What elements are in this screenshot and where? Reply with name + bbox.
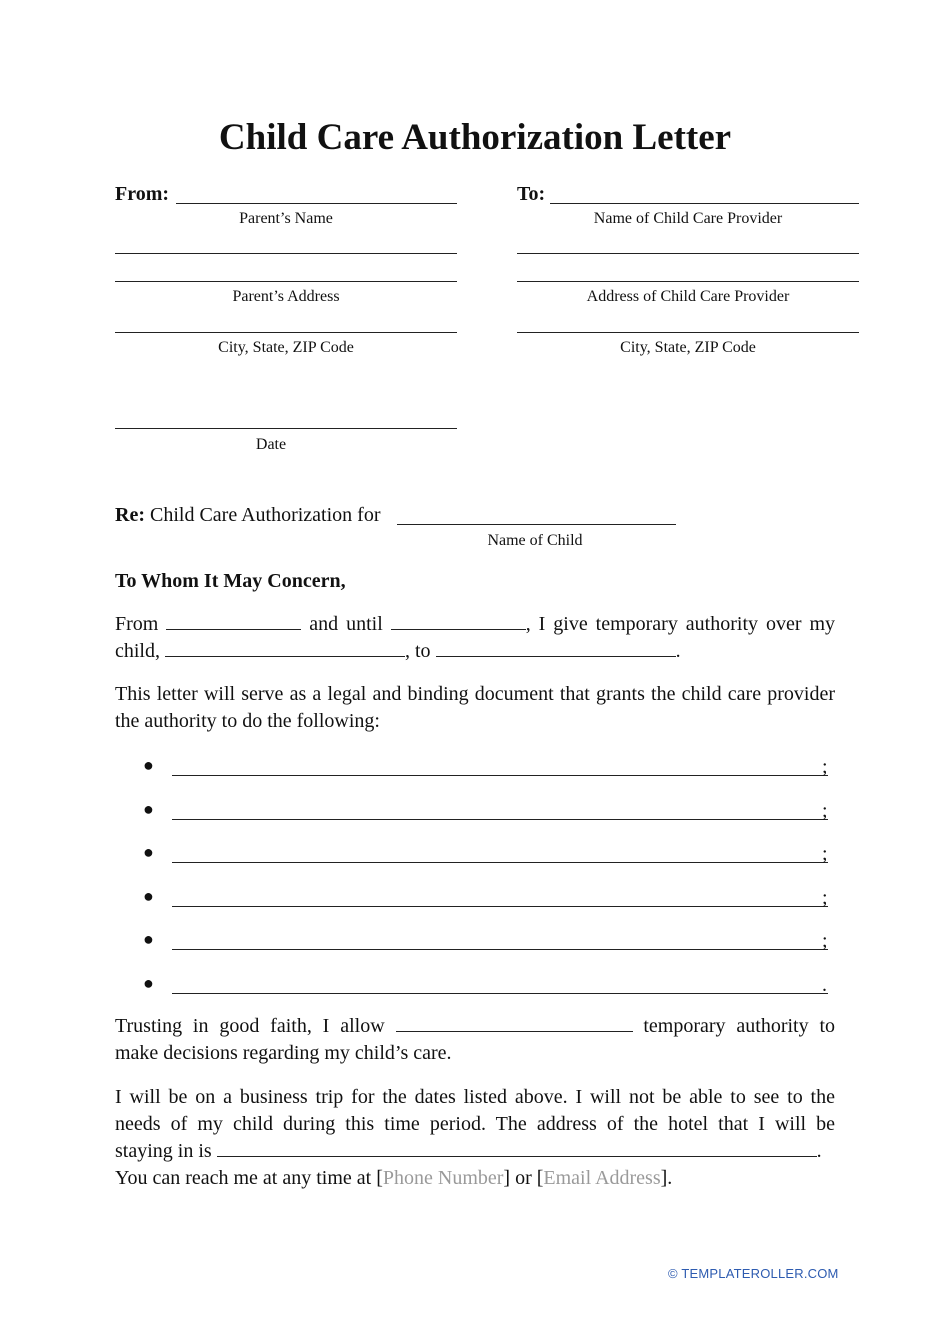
bullet-1-field[interactable] [172, 775, 828, 776]
contact-lead: You can reach me at any time at [ [115, 1167, 383, 1189]
bullet-6-marker: ● [143, 973, 154, 993]
parent-address-line-2[interactable] [115, 281, 457, 282]
to-label: To: [517, 183, 546, 205]
bullet-2-field[interactable] [172, 819, 828, 820]
date-caption: Date [255, 436, 287, 453]
email-address-placeholder[interactable]: Email Address [543, 1167, 661, 1189]
child-name-caption: Name of Child [487, 532, 583, 549]
paragraph-end: . [675, 640, 681, 662]
authority-paragraph-line-1 [115, 611, 835, 638]
parent-name-field[interactable] [176, 203, 457, 204]
contact-end: ]. [660, 1167, 673, 1189]
end-date-field[interactable] [391, 611, 526, 630]
re-label: Re: [115, 504, 145, 526]
re-line [115, 503, 381, 527]
contact-line [115, 1165, 835, 1192]
provider-address-line-2[interactable] [517, 281, 859, 282]
trip-paragraph-line-1: I will be on a business trip for the dates listed above. I will not be able to see to the [115, 1086, 835, 1108]
contact-mid: ] or [ [503, 1167, 544, 1189]
bullet-5-field[interactable] [172, 949, 828, 950]
to-word: , to [405, 640, 431, 662]
bullet-3-field[interactable] [172, 862, 828, 863]
footer-link[interactable]: © TEMPLATEROLLER.COM [668, 1266, 839, 1281]
bullet-2-marker: ● [143, 799, 154, 819]
hotel-lead: staying in is [115, 1140, 212, 1162]
authority-text: , I give temporary authority over my [525, 613, 835, 635]
provider-city-caption: City, State, ZIP Code [620, 339, 756, 356]
authority-paragraph-line-2 [115, 638, 835, 665]
bullet-3-ending: ; [822, 843, 828, 865]
hotel-address-field[interactable] [217, 1138, 817, 1157]
from-label: From: [115, 183, 170, 205]
from-word: From [115, 613, 159, 635]
date-field[interactable] [115, 428, 457, 429]
trip-paragraph-line-3 [115, 1138, 835, 1165]
provider-field[interactable] [436, 638, 676, 657]
provider-name-caption: Name of Child Care Provider [593, 210, 783, 227]
bullet-3-marker: ● [143, 842, 154, 862]
child-field[interactable] [165, 638, 405, 657]
trust-paragraph-line-1 [115, 1013, 835, 1040]
parent-address-line-1[interactable] [115, 253, 457, 254]
parent-city-field[interactable] [115, 332, 457, 333]
bullet-1-marker: ● [143, 755, 154, 775]
bullet-6-ending: . [822, 974, 827, 996]
start-date-field[interactable] [166, 611, 301, 630]
re-text: Child Care Authorization for [149, 504, 381, 526]
trusted-person-field[interactable] [396, 1013, 633, 1032]
bullet-4-marker: ● [143, 886, 154, 906]
document-title: Child Care Authorization Letter [218, 117, 732, 158]
bullet-2-ending: ; [822, 800, 828, 822]
salutation: To Whom It May Concern, [115, 570, 346, 592]
hotel-end: . [816, 1140, 822, 1162]
child-word: child, [115, 640, 160, 662]
provider-city-field[interactable] [517, 332, 859, 333]
bullet-5-ending: ; [822, 930, 828, 952]
parent-city-caption: City, State, ZIP Code [218, 339, 354, 356]
provider-address-caption: Address of Child Care Provider [586, 288, 790, 305]
provider-name-field[interactable] [550, 203, 859, 204]
trust-start: Trusting in good faith, I allow [115, 1015, 385, 1037]
bullet-4-field[interactable] [172, 906, 828, 907]
bullet-1-ending: ; [822, 756, 828, 778]
bullet-5-marker: ● [143, 929, 154, 949]
parent-name-caption: Parent’s Name [239, 210, 333, 227]
provider-address-line-1[interactable] [517, 253, 859, 254]
parent-address-caption: Parent’s Address [232, 288, 340, 305]
bullet-6-field[interactable] [172, 993, 828, 994]
grant-paragraph: This letter will serve as a legal and binding document that grants the child care provider the authority to do the following: [115, 683, 835, 732]
phone-number-placeholder[interactable]: Phone Number [382, 1167, 504, 1189]
child-name-field[interactable] [397, 524, 676, 525]
trust-paragraph-line-2: make decisions regarding my child’s care. [115, 1042, 452, 1064]
until-word: and until [309, 613, 383, 635]
bullet-4-ending: ; [822, 887, 828, 909]
trust-end: temporary authority to [643, 1015, 836, 1037]
trip-paragraph-line-2: needs of my child during this time period. The address of the hotel that I will be [115, 1113, 835, 1135]
